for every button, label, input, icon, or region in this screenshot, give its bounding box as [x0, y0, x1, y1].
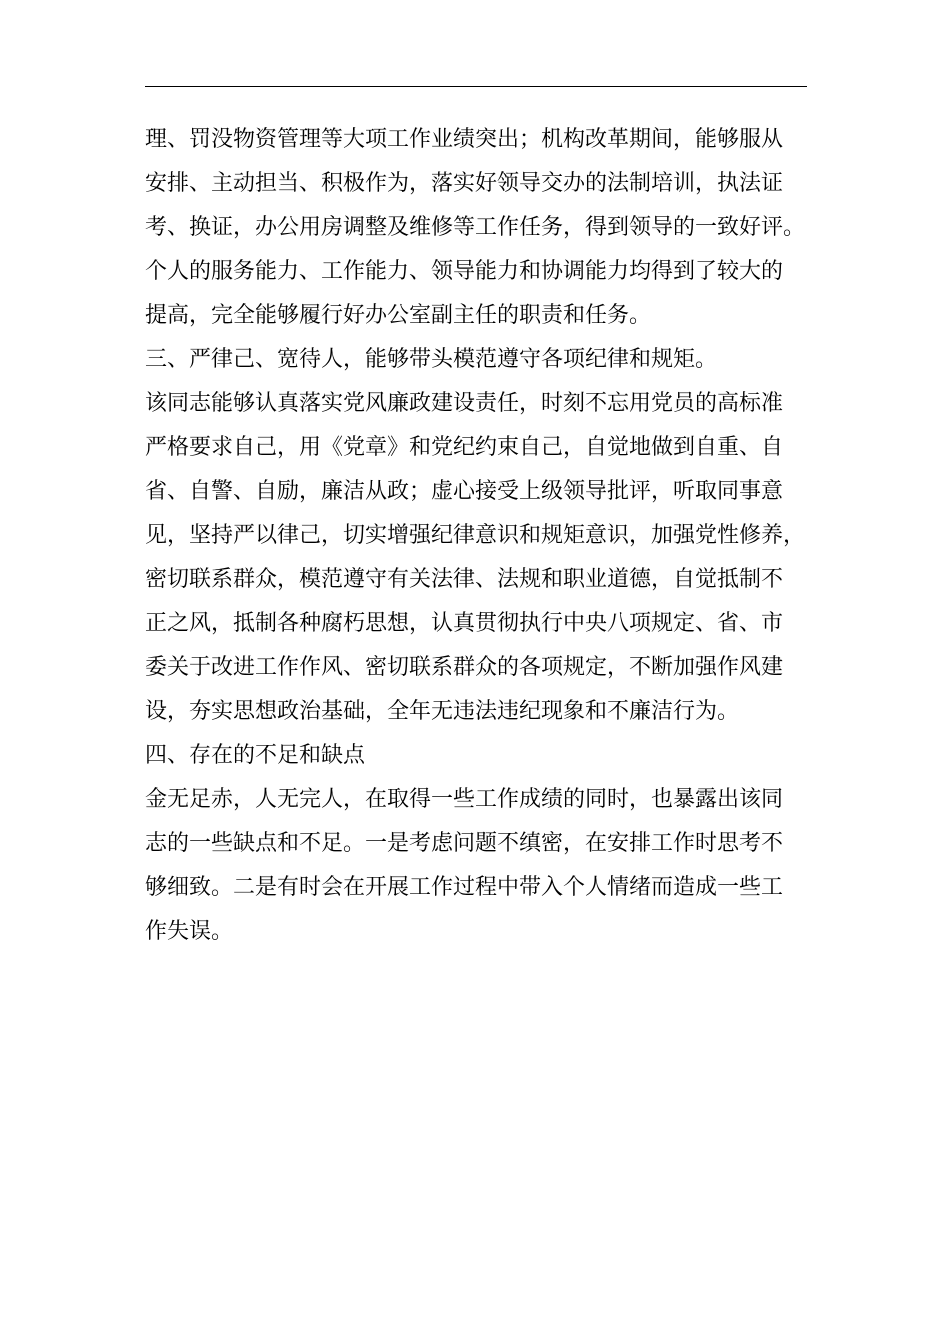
header-divider — [145, 86, 807, 87]
body-line: 志的一些缺点和不足。一是考虑问题不缜密，在安排工作时思考不 — [145, 831, 784, 856]
body-line: 提高，完全能够履行好办公室副主任的职责和任务。 — [145, 303, 652, 328]
body-line: 个人的服务能力、工作能力、领导能力和协调能力均得到了较大的 — [145, 259, 784, 284]
body-line: 委关于改进工作作风、密切联系群众的各项规定，不断加强作风建 — [145, 655, 784, 680]
body-line: 安排、主动担当、积极作为，落实好领导交办的法制培训，执法证 — [145, 171, 784, 196]
body-line: 省、自警、自励，廉洁从政；虚心接受上级领导批评，听取同事意 — [145, 479, 784, 504]
body-line: 金无足赤，人无完人，在取得一些工作成绩的同时，也暴露出该同 — [145, 787, 784, 812]
body-line: 该同志能够认真落实党风廉政建设责任，时刻不忘用党员的高标准 — [145, 391, 784, 416]
section-heading-4: 四、存在的不足和缺点 — [145, 743, 366, 768]
document-body — [145, 118, 810, 954]
body-line: 严格要求自己，用《党章》和党纪约束自己，自觉地做到自重、自 — [145, 435, 784, 460]
body-line: 理、罚没物资管理等大项工作业绩突出；机构改革期间，能够服从 — [145, 127, 784, 152]
body-line: 够细致。二是有时会在开展工作过程中带入个人情绪而造成一些工 — [145, 875, 784, 900]
section-heading-3: 三、严律己、宽待人，能够带头模范遵守各项纪律和规矩。 — [145, 347, 718, 372]
body-line: 正之风，抵制各种腐朽思想，认真贯彻执行中央八项规定、省、市 — [145, 611, 784, 636]
body-line: 作失误。 — [145, 919, 234, 944]
body-line: 密切联系群众，模范遵守有关法律、法规和职业道德，自觉抵制不 — [145, 567, 784, 592]
body-line: 设，夯实思想政治基础，全年无违法违纪现象和不廉洁行为。 — [145, 699, 740, 724]
body-line: 考、换证，办公用房调整及维修等工作任务，得到领导的一致好评。 — [145, 215, 806, 240]
body-line: 见，坚持严以律己，切实增强纪律意识和规矩意识，加强党性修养， — [145, 523, 806, 548]
